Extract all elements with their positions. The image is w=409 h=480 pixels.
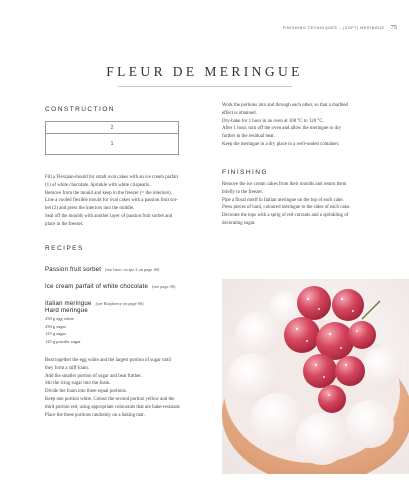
construction-heading: CONSTRUCTION [45,106,115,113]
method-continued-text [222,102,348,149]
text-line: Remove from the mould and keep in the freezer (= the interiors). [45,190,172,196]
text-line: briefly to the freezer. [222,189,264,195]
text-line: Remove the ice cream cakes from their moulds and return them [222,182,347,187]
recipe-name: Ice cream parfait of white chocolate [45,283,149,290]
running-head-section: FINISHING TECHNIQUES – (SOFT) MERINGUE [282,26,385,30]
ingredient: 125 g sugar [45,331,66,337]
text-line: Divide the foam into three equal portions. [45,389,127,395]
dessert-photo [222,279,409,474]
text-line: Seal off the moulds with another layer of passion fruit sorbet and [45,213,173,219]
construction-text [45,174,178,229]
text-line: Line a cooled flexible mould for oval cakes with a passion fruit sor- [45,198,178,204]
text-line: third portion red, using appropriate colourants that are bake-resistant. [45,404,181,410]
hard-meringue-method [45,357,181,419]
dessert-photo-illustration [222,279,409,474]
title-divider [118,86,292,87]
diagram-layer-bottom: 1 [45,133,179,155]
page-title: FLEUR DE MERINGUE [106,64,303,79]
text-line: After 1 hour, turn off the oven and allow the meringue to dry [222,126,342,132]
recipe-name: Passion fruit sorbet [45,266,102,273]
text-line: Pipe a floral motif in Italian meringue on the top of each cake. [222,197,344,203]
recipe-name: Hard meringue [45,307,88,314]
recipe-reference: (see basic recipe 2 on page 48) [105,267,160,272]
recipes-heading: RECIPES [45,245,84,252]
text-line: (1) of white chocolate. Sprinkle with white crispearls. [45,182,151,188]
ingredient: 125 g powder sugar [45,338,81,344]
text-line: bet (2) and press the interiors into the middle. [45,206,135,212]
recipe-reference: (see Raspberry on page 66) [95,301,144,306]
running-head [283,24,397,31]
hard-meringue-recipe [45,307,88,345]
text-line: decorating sugar. [222,220,256,226]
recipe-white-chocolate-parfait [45,275,175,293]
text-line: Keep the meringue in a dry place in a well-sealed container. [222,141,340,147]
text-line: Press pieces of hard, coloured meringue to the sides of each cake. [222,205,351,211]
text-line: Work the portions into and through each other, so that a marbled [222,103,348,108]
text-line: Add the smaller portion of sugar and beat further. [45,373,142,379]
ingredient: 250 g egg white [45,316,74,321]
ingredient-list [45,315,88,345]
ingredient: 250 g sugar [45,323,66,329]
recipe-passion-fruit-sorbet [45,258,159,276]
text-line: they form a stiff foam. [45,365,90,371]
text-line: Beat together the egg white and the largest portion of sugar until [45,358,172,363]
text-line: further in the residual heat. [222,134,275,140]
text-line: Place the three portions randomly on a baking mat. [45,412,145,418]
text-line: Decorate the tops with a sprig of red currants and a sprinkling of [222,213,349,219]
text-line: Dry-bake for 1 hour in an oven at 100 °C to 120 °C. [222,118,324,124]
text-line: Keep one portion white. Colour the second portion yellow and the [45,396,175,402]
layer-diagram [45,121,179,161]
recipe-reference: (see page 58) [152,284,176,289]
finishing-heading: FINISHING [222,169,268,176]
text-line: effect is obtained. [222,110,257,116]
text-line: Stir the icing sugar into the foam. [45,381,111,387]
diagram-layer-top: 2 [45,121,179,133]
page-number: 75 [390,24,397,31]
finishing-text [222,181,350,228]
text-line: Fill a Flexipan-mould for small oval cakes with an ice cream parfait [45,175,178,180]
recipe-name: Italian meringue [45,300,92,307]
text-line: place in the freezer. [45,221,84,227]
